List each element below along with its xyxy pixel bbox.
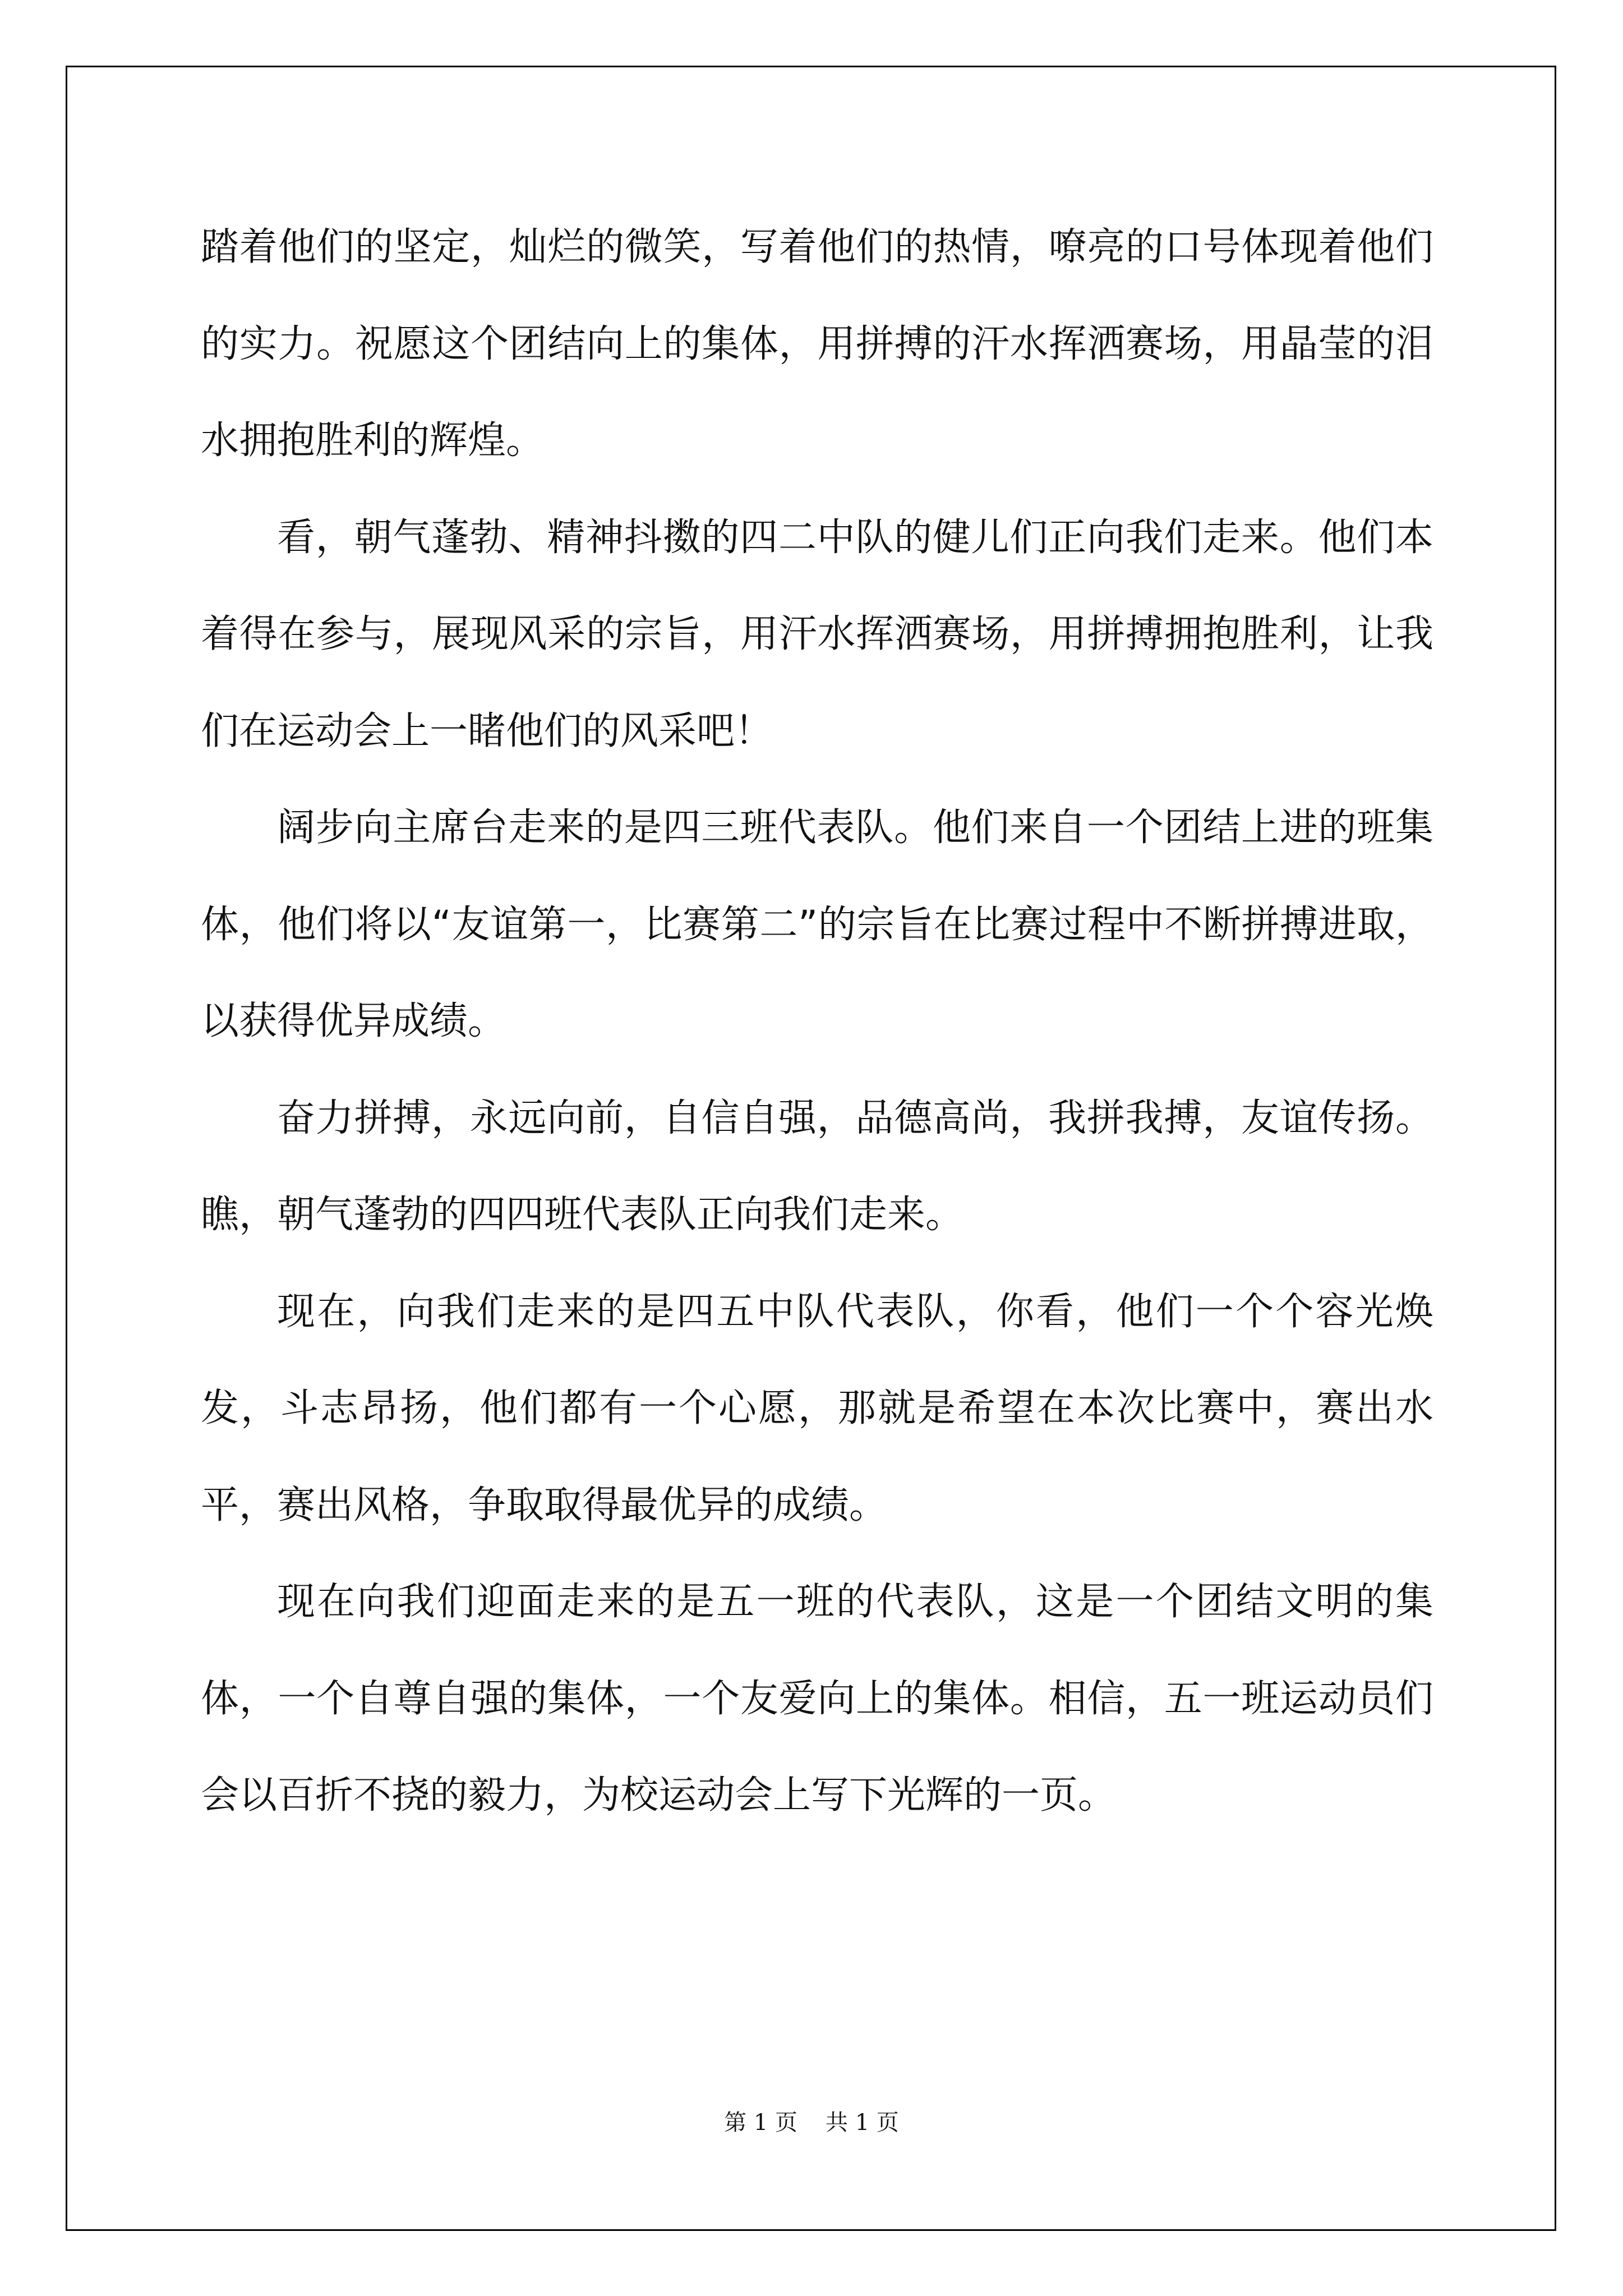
page-total: 共 1 页 <box>826 2110 899 2136</box>
paragraph-2: 看，朝气蓬勃、精神抖擞的四二中队的健儿们正向我们走来。他们本着得在参与，展现风采的宗旨，用汗水挥洒赛场，用拼搏拥抱胜利，让我们在运动会上一睹他们的风采吧！ <box>201 515 1433 753</box>
paragraph-1: 踏着他们的坚定，灿烂的微笑，写着他们的热情，嘹亮的口号体现着他们的实力。祝愿这个团结向上的集体，用拼搏的汗水挥洒赛场，用晶莹的泪水拥抱胜利的辉煌。 <box>201 225 1433 463</box>
paragraph-3: 阔步向主席台走来的是四三班代表队。他们来自一个团结上进的班集体，他们将以“友谊第一，比赛第二”的宗旨在比赛过程中不断拼搏进取，以获得优异成绩。 <box>201 806 1433 1043</box>
page-number: 第 1 页 <box>724 2110 797 2136</box>
paragraph-6: 现在向我们迎面走来的是五一班的代表队，这是一个团结文明的集体，一个自尊自强的集体，一个友爱向上的集体。相信，五一班运动员们会以百折不挠的毅力，为校运动会上写下光辉的一页。 <box>201 1580 1433 1818</box>
page-footer <box>0 2109 1623 2136</box>
paragraph-5: 现在，向我们走来的是四五中队代表队，你看，他们一个个容光焕发，斗志昂扬，他们都有一个心愿，那就是希望在本次比赛中，赛出水平，赛出风格，争取取得最优异的成绩。 <box>201 1289 1433 1527</box>
paragraph-4: 奋力拼搏，永远向前，自信自强，品德高尚，我拼我搏，友谊传扬。瞧，朝气蓬勃的四四班代表队正向我们走来。 <box>201 1096 1433 1237</box>
document-body <box>201 199 1433 1844</box>
